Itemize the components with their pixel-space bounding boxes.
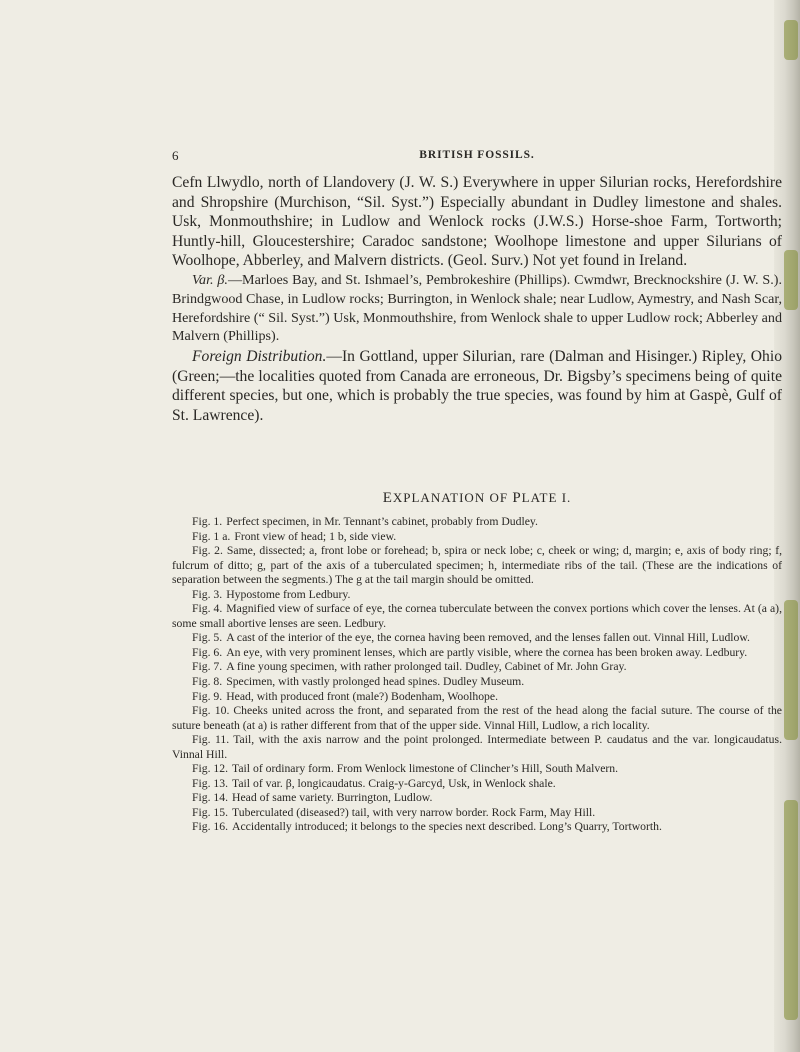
figure-entry [172,762,782,777]
figure-entry [172,544,782,588]
figure-number: Fig. 15. [192,805,229,819]
figure-entry [172,733,782,762]
figure-caption: An eye, with very prominent lenses, which are partly visible, where the cornea has been broken away. Ledbury. [226,645,748,659]
figure-entry [172,646,782,661]
figure-number: Fig. 4. [192,602,223,616]
figure-number: Fig. 7. [192,660,223,674]
figure-number: Fig. 2. [192,544,223,558]
figure-caption: Magnified view of surface of eye, the cornea tuberculate between the convex portions which cover the lenses. At (a a), some small abortive lenses are seen. Ledbury. [172,602,782,630]
figure-number: Fig. 6. [192,645,223,659]
figure-entry [172,588,782,603]
figure-entry [172,515,782,530]
figure-entry [172,602,782,631]
figure-caption: Head of same variety. Burrington, Ludlow. [232,791,433,805]
figure-entry [172,675,782,690]
figure-number: Fig. 1 a. [192,529,231,543]
figure-number: Fig. 3. [192,587,223,601]
stain-mark [784,800,798,1020]
stain-mark [784,20,798,60]
figure-caption: Perfect specimen, in Mr. Tennant’s cabinet, probably from Dudley. [226,515,538,528]
figure-caption: Tail, with the axis narrow and the point prolonged. Intermediate between P. caudatus and the var. longicaudatus. Vinnal Hill. [172,733,782,761]
figure-caption: Accidentally introduced; it belongs to the species next described. Long’s Quarry, Tortworth. [232,820,662,834]
variety-text: —Marloes Bay, and St. Ishmael’s, Pembrokeshire (Phillips). Cwmdwr, Brecknockshire (J. W. S.). Brindgwood Chase, in Ludlow rocks; Burrington, in Wenlock shale; near Ludlow, Aymestry, and Nash Scar, Herefordshire (“ Sil. Syst.”) Usk, Monmouthshire, from Wenlock shale to upper Ludlow rock; Abberley and Malvern (Phillips). [172,271,782,345]
figure-caption: Front view of head; 1 b, side view. [234,529,397,543]
figure-caption: Same, dissected; a, front lobe or forehead; b, spira or neck lobe; c, cheek or wing; d, margin; e, axis of body ring; f, fulcrum of ditto; g, part of the axis of a tuberculated specimen; h, intermediate ribs of the tail. (These are the indications of separation between the segments.) The g at the tail margin should be omitted. [172,544,783,587]
figure-caption: A fine young specimen, with rather prolonged tail. Dudley, Cabinet of Mr. John Gray. [226,660,627,674]
heading-word: LATE I. [521,490,572,505]
stain-mark [784,600,798,740]
paragraph-localities: Cefn Llwydlo, north of Llandovery (J. W. S.) Everywhere in upper Silurian rocks, Herefordshire and Shropshire (Murchison, “Sil. Syst.”) Especially abundant in Dudley limestone and shales. Usk, Monmouthshire; in Ludlow and Wenlock rocks (J.W.S.) Horse-shoe Farm, Tortworth; Huntly-hill, Gloucestershire; Caradoc sandstone; Woolhope limestone and upper Silurians of Woolhope, Abberley, and Malvern districts. (Geol. Surv.) Not yet found in Ireland. [172,174,782,270]
figure-number: Fig. 11. [192,733,230,747]
figure-caption: Hypostome from Ledbury. [226,587,351,601]
stain-mark [784,250,798,310]
figure-caption: Tail of var. β, longicaudatus. Craig-y-Garcyd, Usk, in Wenlock shale. [232,776,556,790]
figure-list [172,515,782,835]
figure-entry [172,791,782,806]
figure-entry [172,631,782,646]
figure-number: Fig. 13. [192,776,229,790]
foreign-distribution-text: —In Gottland, upper Silurian, rare (Dalman and Hisinger.) Ripley, Ohio (Green;—the localities quoted from Canada are erroneous, Dr. Bigsby’s specimens being of quite different species, but one, which is probably the true species, was found by him at Gaspè, Gulf of St. Lawrence). [172,348,782,424]
figure-number: Fig. 12. [192,762,229,776]
figure-entry [172,530,782,545]
heading-word: XPLANATION OF [392,490,509,505]
variety-label: Var. β. [192,271,228,288]
page-header [172,148,782,166]
figure-caption: Tuberculated (diseased?) tail, with very narrow border. Rock Farm, May Hill. [232,805,596,819]
figure-number: Fig. 14. [192,791,229,805]
figure-number: Fig. 16. [192,820,229,834]
paragraph-variety [172,271,782,346]
running-head: BRITISH FOSSILS. [419,149,535,161]
figure-entry [172,704,782,733]
figure-entry [172,806,782,821]
figure-caption: Head, with produced front (male?) Bodenham, Woolhope. [226,689,498,703]
plate-heading [172,490,782,507]
figure-caption: Specimen, with vastly prolonged head spines. Dudley Museum. [226,675,525,689]
figure-caption: Cheeks united across the front, and separated from the rest of the head along the facial suture. The course of the suture beneath (at a) is rather different from that of the upper side. Vinnal Hill, Ludlow, a rich locality. [172,704,782,732]
body-text [172,173,782,426]
figure-caption: Tail of ordinary form. From Wenlock limestone of Clincher’s Hill, South Malvern. [232,762,619,776]
figure-number: Fig. 8. [192,675,223,689]
figure-number: Fig. 10. [192,704,230,718]
heading-initial: P [512,490,522,506]
heading-initial: E [382,490,393,506]
paragraph-foreign-distribution [172,347,782,425]
figure-entry [172,820,782,835]
foreign-distribution-label: Foreign Distribution. [192,348,327,366]
figure-entry [172,777,782,792]
figure-number: Fig. 1. [192,515,223,528]
figure-number: Fig. 9. [192,689,223,703]
figure-entry [172,690,782,705]
figure-number: Fig. 5. [192,631,223,645]
figure-entry [172,660,782,675]
figure-caption: A cast of the interior of the eye, the cornea having been removed, and the lenses fallen out. Vinnal Hill, Ludlow. [226,631,750,645]
page-number: 6 [172,148,179,163]
